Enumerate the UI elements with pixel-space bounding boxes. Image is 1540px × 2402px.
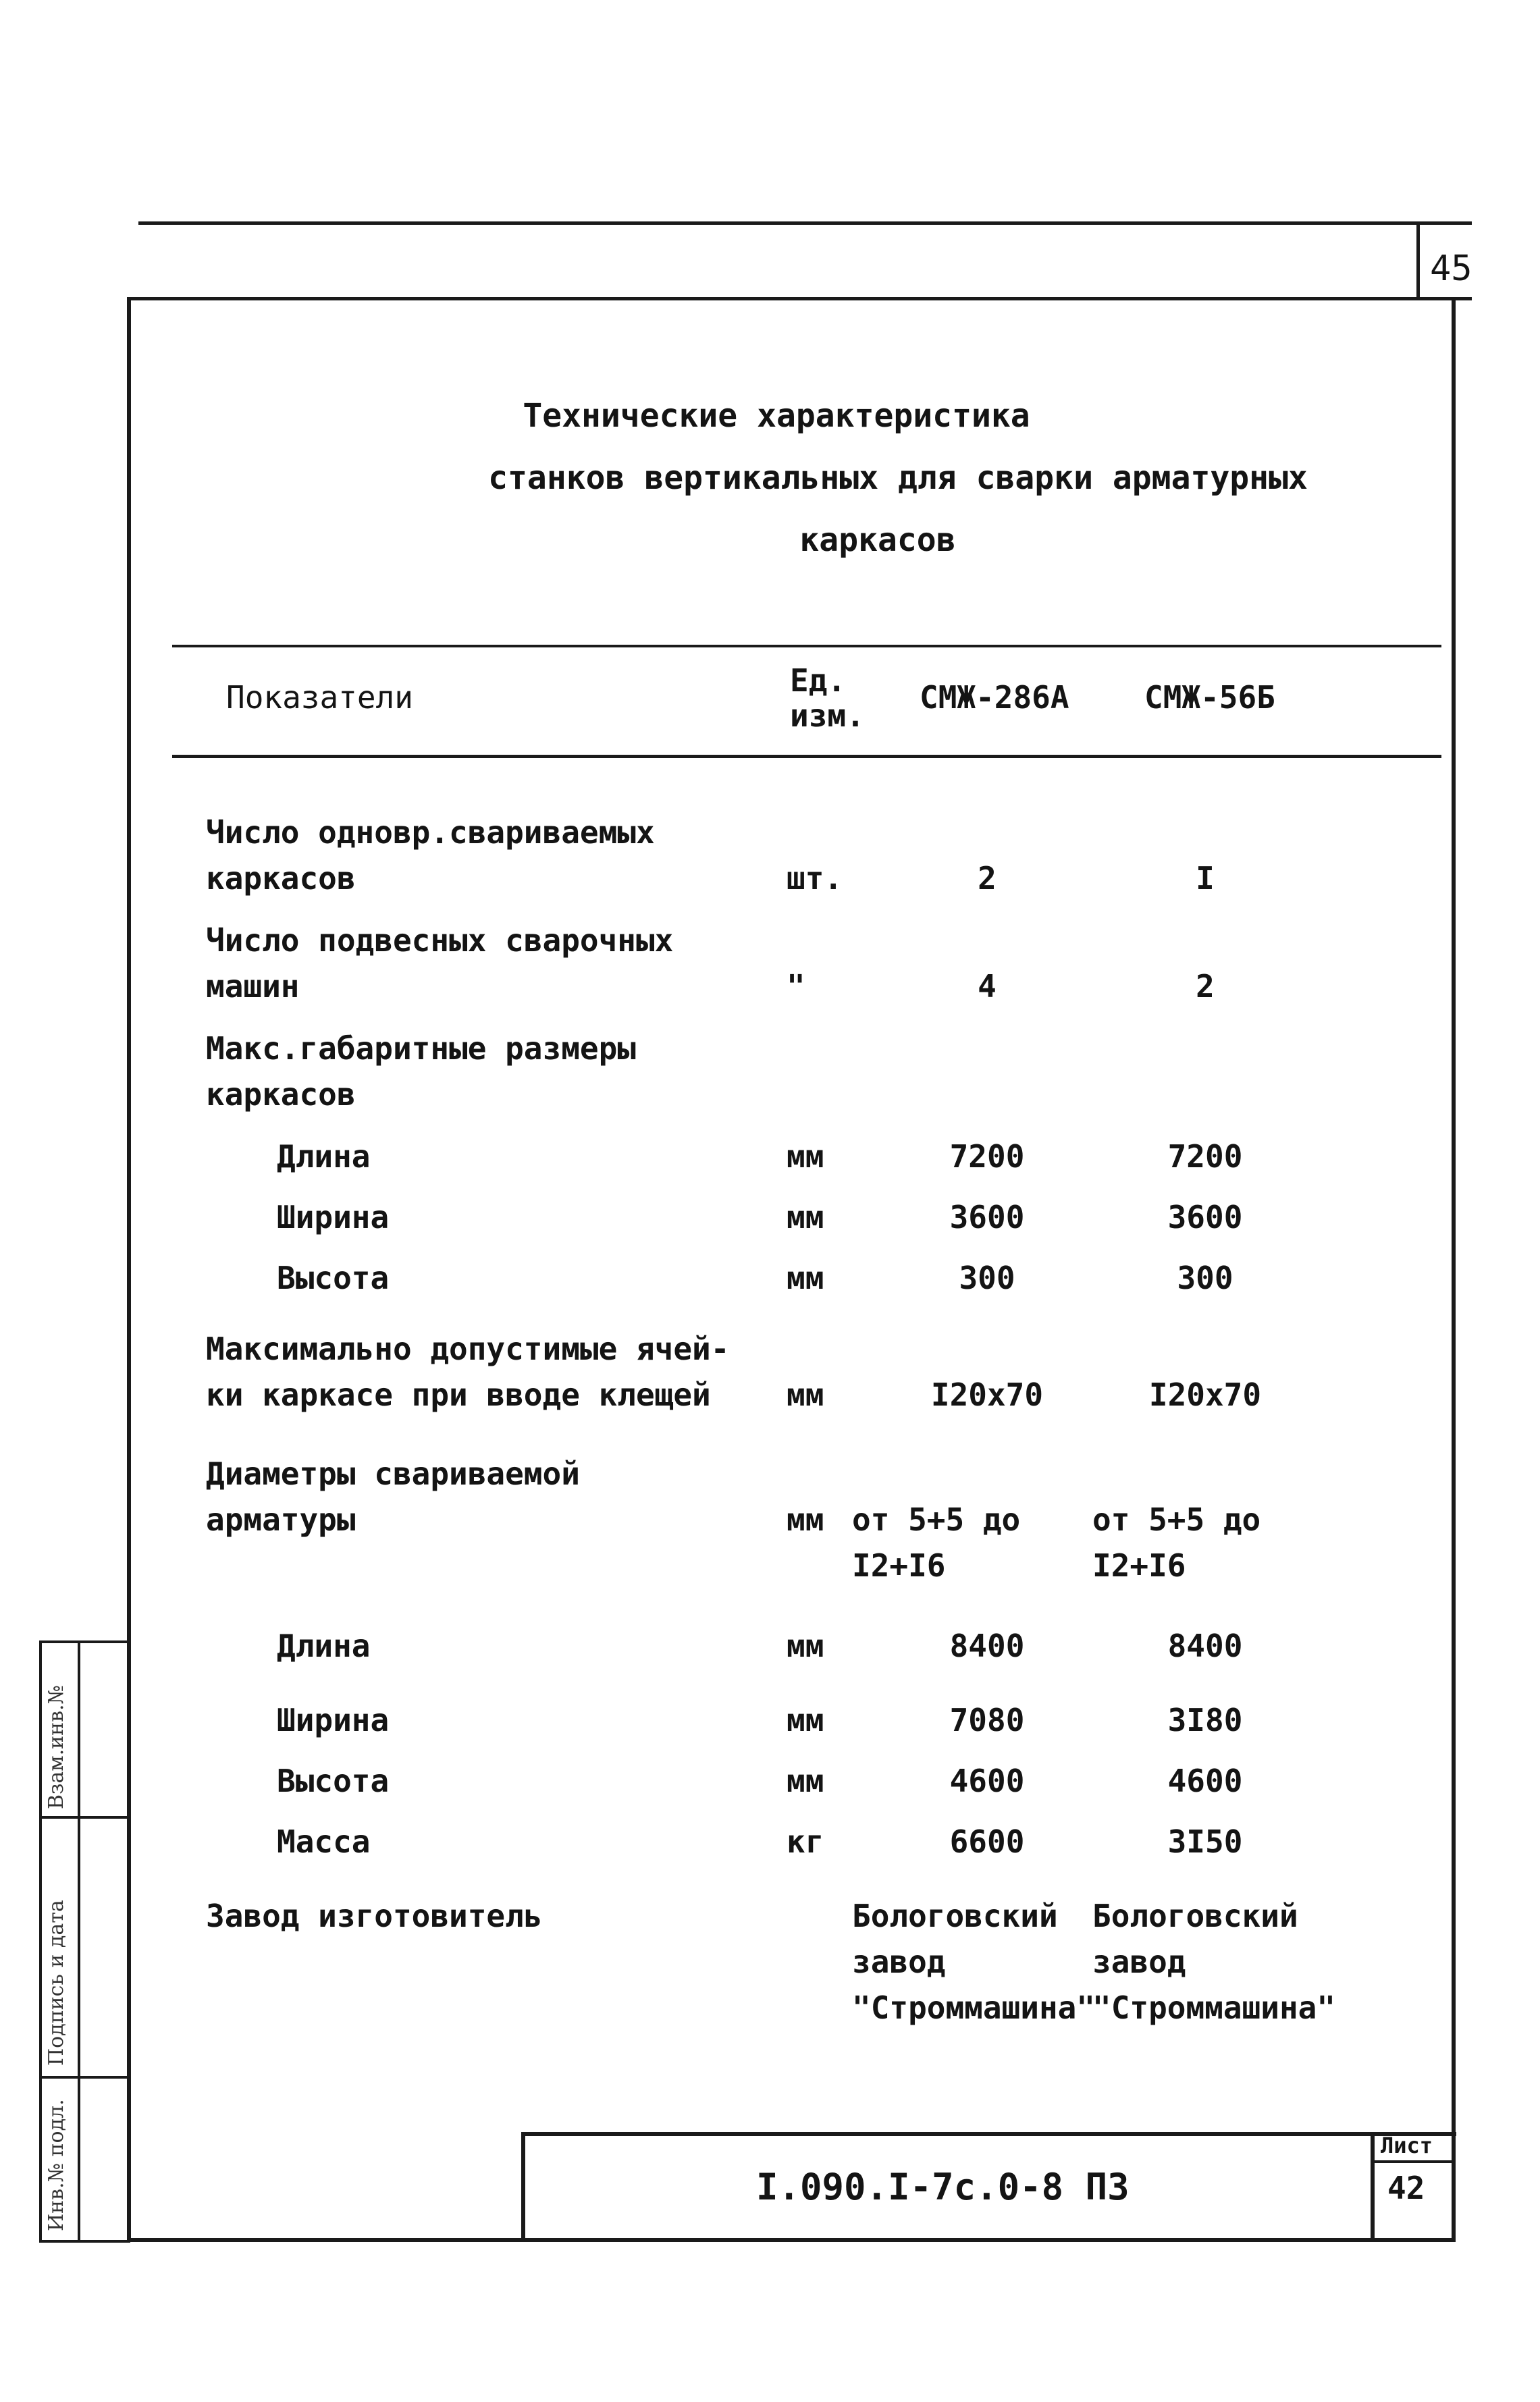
header-col-1: СМЖ-286А	[920, 679, 1069, 716]
row-value-col-2: завод	[1092, 1944, 1186, 1980]
row-value-col-1: 4600	[949, 1763, 1025, 1799]
row-label: Диаметры свариваемой	[206, 1456, 580, 1492]
row-unit: мм	[787, 1702, 824, 1738]
frame-right	[1452, 297, 1456, 2241]
stamp-left	[521, 2132, 525, 2240]
top-rule	[138, 221, 1472, 225]
row-unit: мм	[787, 1628, 824, 1664]
row-unit: мм	[787, 1199, 824, 1235]
frame-top	[128, 297, 1472, 300]
row-unit: мм	[787, 1763, 824, 1799]
row-value-col-2: 8400	[1167, 1628, 1243, 1664]
row-unit: "	[787, 968, 805, 1005]
row-value-col-1: от 5+5 до	[852, 1501, 1021, 1538]
row-unit: мм	[787, 1377, 824, 1413]
row-unit: мм	[787, 1501, 824, 1538]
row-value-col-2: I2+I6	[1092, 1547, 1186, 1584]
side-stamp-div-1	[39, 1816, 130, 1819]
side-stamp-field-2: Подпись и дата	[45, 1900, 68, 2066]
row-value-col-1: 3600	[949, 1199, 1025, 1235]
side-stamp-bottom	[39, 2240, 130, 2243]
row-value-col-1: 2	[978, 860, 997, 897]
page-number-box-left	[1416, 221, 1420, 299]
row-unit: кг	[787, 1823, 824, 1860]
frame-bottom	[127, 2238, 1456, 2242]
row-label: Ширина	[277, 1702, 390, 1738]
header-indicator: Показатели	[226, 679, 413, 716]
title-line-1: Технические характеристика	[523, 397, 1030, 435]
side-stamp-div-2	[39, 2076, 130, 2079]
row-value-col-2: 3I50	[1167, 1823, 1243, 1860]
row-label: Высота	[277, 1260, 390, 1296]
header-col-2: СМЖ-56Б	[1144, 679, 1275, 716]
row-value-col-2: Бологовский	[1092, 1898, 1298, 1934]
stamp-top	[521, 2132, 1456, 2136]
row-label: Длина	[277, 1628, 371, 1664]
row-label: Масса	[277, 1823, 371, 1860]
page-number: 45	[1430, 248, 1472, 289]
header-rule-bottom	[172, 755, 1441, 758]
row-value-col-2: 3I80	[1167, 1702, 1243, 1738]
title-line-3: каркасов	[799, 521, 956, 559]
side-stamp-top	[39, 1640, 130, 1643]
row-label: Максимально допустимые ячей-	[206, 1331, 730, 1367]
row-value-col-2: от 5+5 до	[1092, 1501, 1261, 1538]
header-rule-top	[172, 645, 1441, 647]
side-stamp-field-1: Инв.№ подл.	[45, 2099, 68, 2231]
frame-left	[127, 297, 131, 2241]
side-stamp-mid	[78, 1640, 80, 2241]
header-unit-line-1: Ед.	[790, 662, 847, 699]
row-value-col-2: 2	[1196, 968, 1215, 1005]
row-value-col-1: 7080	[949, 1702, 1025, 1738]
row-label: Макс.габаритные размеры	[206, 1030, 636, 1067]
row-label: каркасов	[206, 860, 356, 897]
row-label: арматуры	[206, 1501, 356, 1538]
row-label: Число подвесных сварочных	[206, 922, 674, 959]
header-unit-line-2: изм.	[790, 697, 865, 734]
row-value-col-2: 4600	[1167, 1763, 1243, 1799]
row-label: каркасов	[206, 1076, 356, 1113]
row-value-col-1: 6600	[949, 1823, 1025, 1860]
row-value-col-1: 300	[959, 1260, 1015, 1296]
side-stamp-field-3: Взам.инв.№	[45, 1685, 68, 1809]
row-value-col-2: I20x70	[1148, 1377, 1262, 1413]
row-unit: мм	[787, 1260, 824, 1296]
row-value-col-2: 3600	[1167, 1199, 1243, 1235]
sheet-number: 42	[1387, 2170, 1425, 2206]
row-label: ки каркасе при вводе клещей	[206, 1377, 711, 1413]
sheet-label: Лист	[1381, 2133, 1433, 2158]
row-value-col-2: I	[1196, 860, 1215, 897]
row-label: Число одновр.свариваемых	[206, 814, 655, 851]
title-line-2: станков вертикальных для сварки арматурных	[488, 459, 1308, 497]
row-value-col-1: "Строммашина"	[852, 1990, 1096, 2026]
row-value-col-1: I2+I6	[852, 1547, 946, 1584]
row-label: Длина	[277, 1138, 371, 1175]
row-value-col-1: завод	[852, 1944, 946, 1980]
row-label: Ширина	[277, 1199, 390, 1235]
row-value-col-1: I20x70	[930, 1377, 1044, 1413]
row-value-col-1: 8400	[949, 1628, 1025, 1664]
row-label: Высота	[277, 1763, 390, 1799]
row-label: Завод изготовитель	[206, 1898, 543, 1934]
row-unit: шт.	[787, 860, 843, 897]
side-stamp-left	[39, 1640, 42, 2241]
document-code: I.090.I-7с.0-8 ПЗ	[756, 2166, 1130, 2208]
row-value-col-1: Бологовский	[852, 1898, 1058, 1934]
stamp-sheet-rule	[1371, 2160, 1455, 2163]
row-value-col-2: "Строммашина"	[1092, 1990, 1336, 2026]
stamp-sheet-divider	[1371, 2132, 1375, 2240]
row-value-col-2: 300	[1177, 1260, 1233, 1296]
row-value-col-1: 4	[978, 968, 997, 1005]
row-unit: мм	[787, 1138, 824, 1175]
row-label: машин	[206, 968, 300, 1005]
row-value-col-2: 7200	[1167, 1138, 1243, 1175]
row-value-col-1: 7200	[949, 1138, 1025, 1175]
